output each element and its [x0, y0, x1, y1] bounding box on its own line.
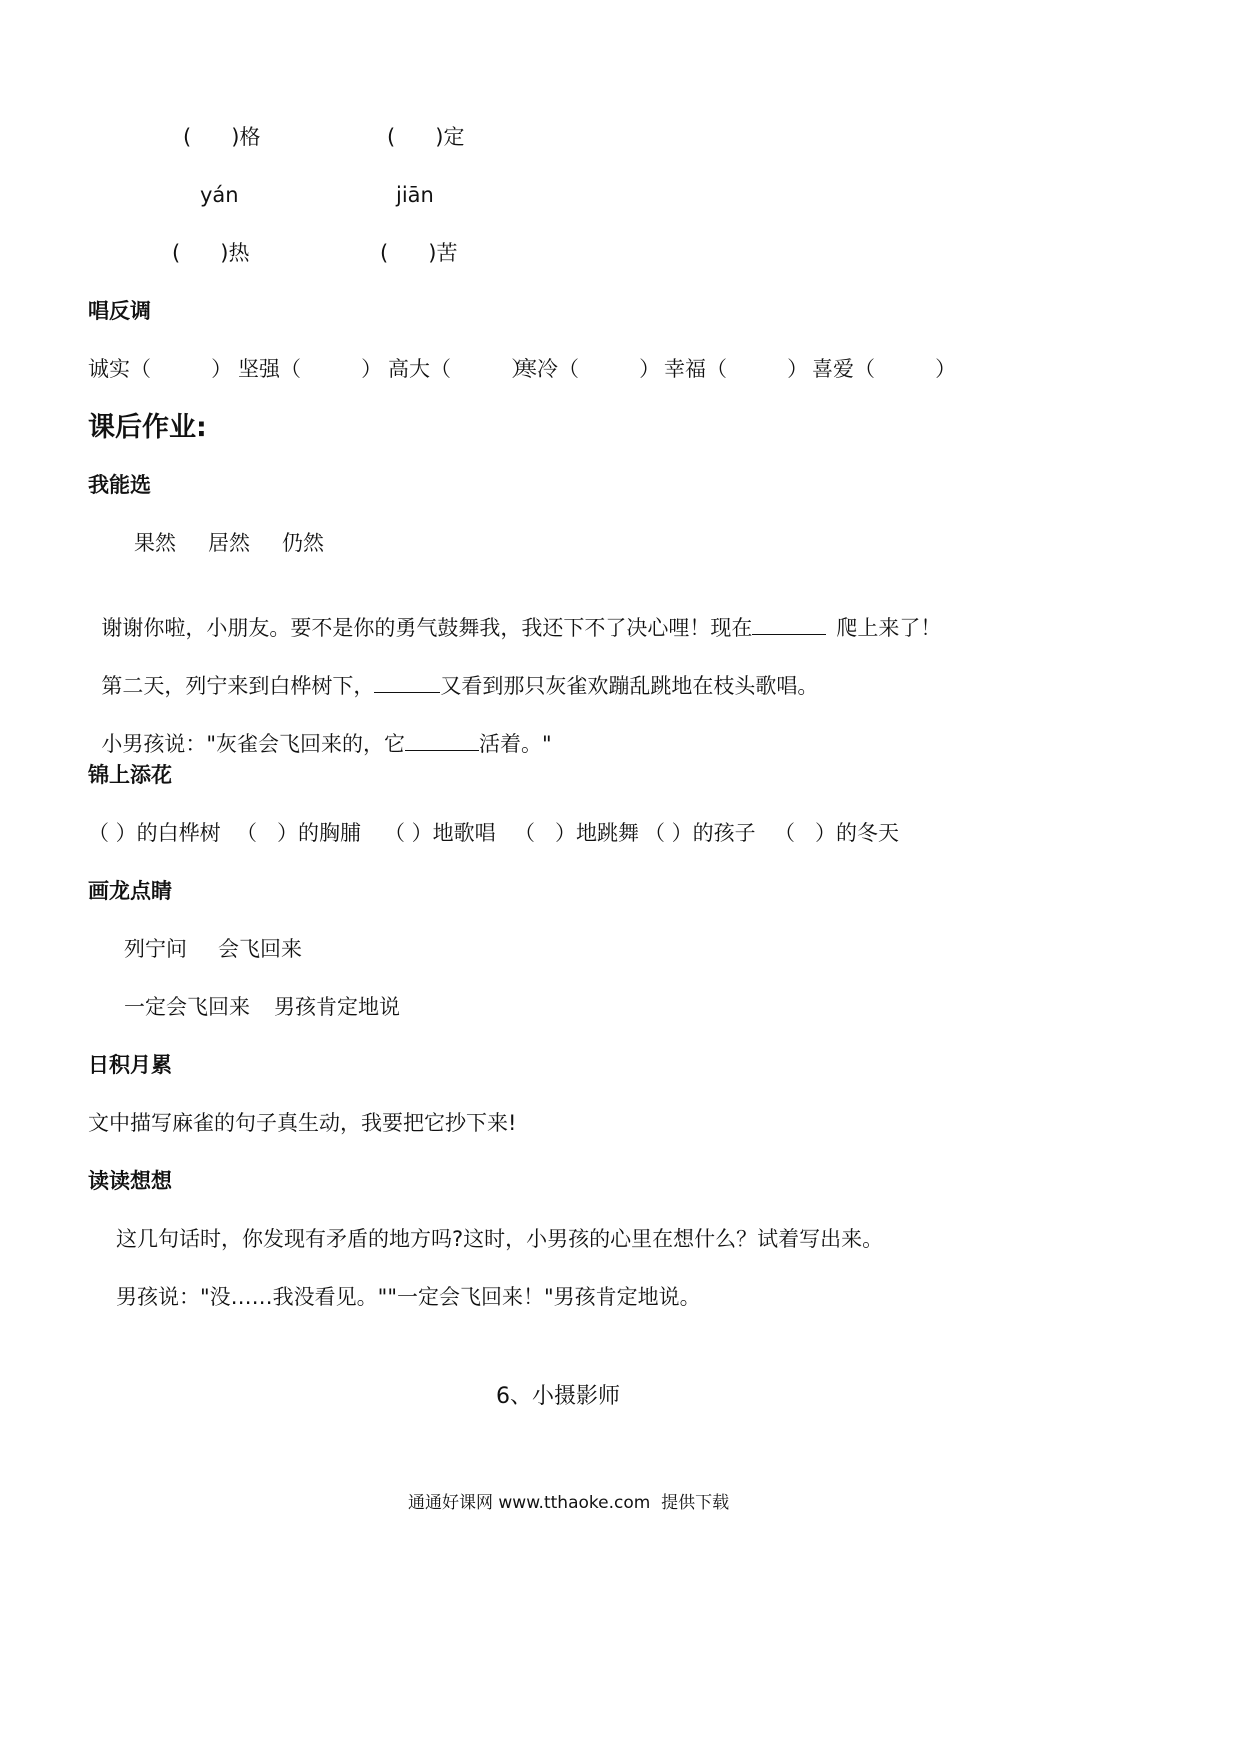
choose-option: 仍然 [282, 531, 324, 555]
read-line: 这几句话时，你发现有矛盾的地方吗?这时，小男孩的心里在想什么？试着写出来。 [116, 1227, 884, 1251]
decorate-item: （ ）的冬天 [774, 821, 900, 845]
sentence-text: 活着。" [479, 732, 552, 756]
sentence-text: 爬上来了！ [836, 616, 942, 640]
sentence-text: 小男孩说："灰雀会飞回来的，它 [101, 732, 406, 756]
answer-blank[interactable] [374, 672, 440, 693]
dragon-title: 画龙点睛 [88, 879, 172, 903]
fill-item-re: ( )热 [172, 241, 250, 265]
read-title: 读读想想 [88, 1169, 172, 1193]
fill-item-ge: ( )格 [183, 125, 261, 149]
decorate-item: （ ）地歌唱 [384, 821, 496, 845]
decorate-item: （ ）地跳舞 [514, 821, 640, 845]
dragon-phrase: 会飞回来 [218, 937, 302, 961]
choose-sentence-3 [88, 704, 552, 757]
sentence-text: 又看到那只灰雀欢蹦乱跳地在枝头歌唱。 [440, 674, 819, 698]
fill-item-ding: ( )定 [387, 125, 465, 149]
decorate-item: （ ）的白桦树 [88, 821, 221, 845]
antonyms-title: 唱反调 [88, 299, 151, 323]
homework-heading: 课后作业: [88, 412, 207, 443]
decorate-item: （ ）的胸脯 [236, 821, 362, 845]
answer-blank[interactable] [405, 730, 479, 751]
antonym-item: 坚强（ ） [238, 357, 383, 381]
choose-sentence-1 [88, 588, 941, 641]
dragon-phrase: 男孩肯定地说 [274, 995, 400, 1019]
decorate-title: 锦上添花 [88, 763, 172, 787]
dragon-phrase: 列宁问 [124, 937, 187, 961]
fill-item-ku: ( )苦 [380, 241, 458, 265]
answer-blank[interactable] [752, 614, 826, 635]
antonym-item: 幸福（ ） [664, 357, 809, 381]
accumulate-title: 日积月累 [88, 1053, 172, 1077]
accumulate-text: 文中描写麻雀的句子真生动，我要把它抄下来! [88, 1111, 517, 1135]
page-footer: 通通好课网 www.tthaoke.com 提供下载 [408, 1493, 730, 1513]
sentence-text: 第二天，列宁来到白桦树下， [101, 674, 375, 698]
choose-sentence-2 [88, 646, 818, 699]
read-line: 男孩说："没……我没看见。""一定会飞回来！"男孩肯定地说。 [116, 1285, 701, 1309]
next-lesson-title: 6、小摄影师 [496, 1384, 620, 1409]
choose-option: 果然 [134, 531, 176, 555]
antonym-item: 寒冷（ ） [516, 357, 661, 381]
pinyin-jian: jiān [396, 183, 434, 207]
pinyin-yan: yán [200, 183, 239, 207]
choose-option: 居然 [208, 531, 250, 555]
sentence-text: 谢谢你啦，小朋友。要不是你的勇气鼓舞我，我还下不了决心哩！现在 [101, 616, 753, 640]
decorate-item: （ ）的孩子 [644, 821, 756, 845]
antonym-item: 诚实（ ） [88, 357, 233, 381]
choose-title: 我能选 [88, 473, 151, 497]
antonym-item: 喜爱（ ） [812, 357, 957, 381]
dragon-phrase: 一定会飞回来 [124, 995, 250, 1019]
antonym-item: 高大（ ） [388, 357, 533, 381]
